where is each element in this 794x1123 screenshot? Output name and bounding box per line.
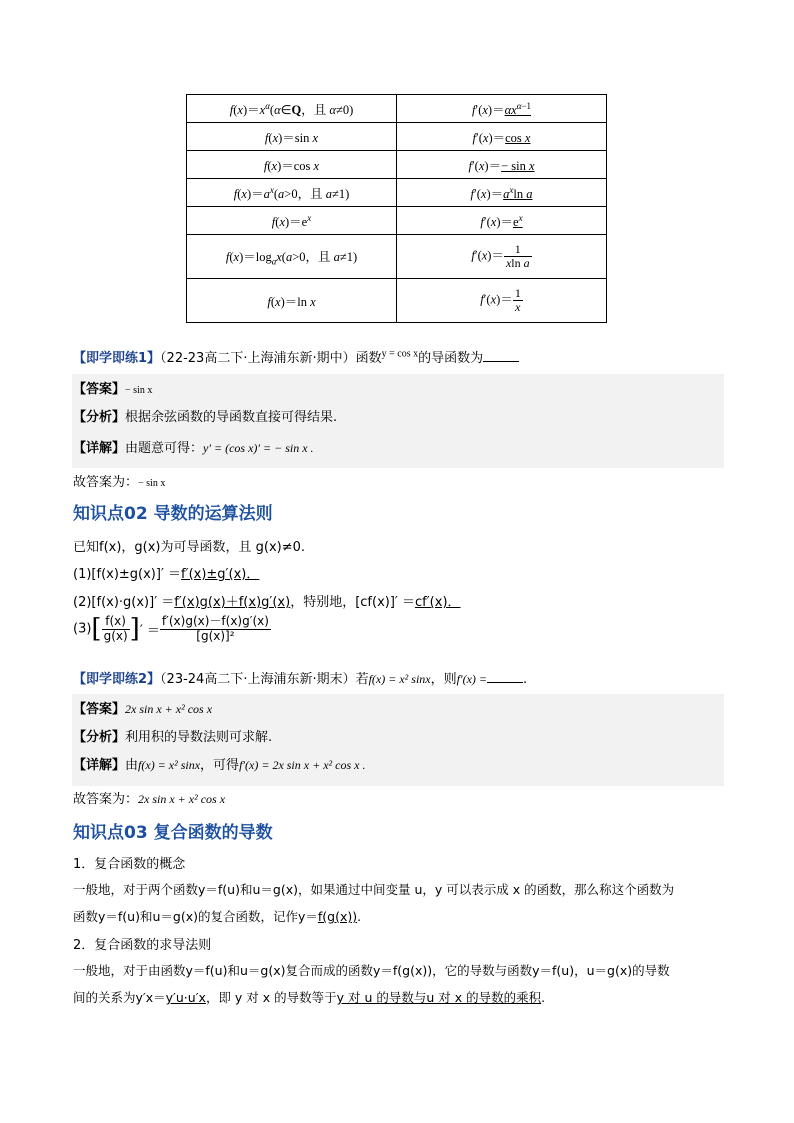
paragraph-answer: f(g(x))	[317, 909, 358, 924]
exercise-tag: 【即学即练1】	[73, 351, 161, 366]
exercise-source: （23-24高二下·上海浦东新·期末）若	[160, 672, 369, 687]
fraction-denominator: [g(x)]²	[196, 628, 235, 643]
paragraph-answer: y′u·u′x	[165, 990, 206, 1005]
table-cell: f(x)＝ln x	[187, 279, 397, 323]
table-cell: $f'(x)=\alpha x^{\alpha-1}$	[397, 95, 607, 123]
rule-text: (2)[f(x)·g(x)]′ ＝	[73, 595, 175, 610]
conclusion-text: 故答案为：	[73, 792, 139, 807]
rule-answer: cf′(x)．	[415, 595, 461, 610]
detail-text: ，可得	[200, 758, 240, 773]
answer-line	[73, 698, 212, 717]
rule-1	[73, 563, 259, 582]
detail-tag: 【详解】	[73, 441, 126, 456]
fraction-denominator: g(x)	[103, 628, 128, 643]
answer-blank	[483, 350, 519, 362]
answer-math: 2x sin x + x² cos x	[125, 702, 213, 716]
derivative-table	[186, 94, 607, 323]
section-intro: 已知f(x)，g(x)为可导函数，且 g(x)≠0.	[73, 540, 306, 555]
rule-3: (3)[ $\frac{f(x)}{g(x)}$ ]′ ＝ $\frac{f'(x)g(x)-f(x)g'(x)}{\text{[g(x)]²}}$	[73, 614, 269, 644]
paragraph-text: ，即 y 对 x 的导数等于	[205, 990, 337, 1005]
paragraph-line	[73, 988, 545, 1006]
table-row	[187, 123, 607, 151]
analysis-text: 利用积的导数法则可求解.	[125, 730, 273, 745]
paragraph-text: 函数y＝f(u)和u＝g(x)的复合函数，记作y＝	[73, 909, 318, 924]
table-cell: $f(x)=e^x$	[187, 207, 397, 235]
table-cell: $f(x)=\log_ax(a>0$，且 a≠1)	[187, 235, 397, 279]
conclusion-line	[73, 471, 165, 490]
paragraph-line	[73, 907, 361, 925]
table-cell: $f'(x)=e^x$	[397, 207, 607, 235]
detail-math: f(x) = x² sinx	[138, 758, 201, 772]
question-math: y = cos x	[381, 348, 419, 360]
section-heading: 知识点02 导数的运算法则	[73, 504, 273, 524]
question-text: .	[523, 672, 528, 687]
question-math: f′(x) =	[456, 672, 487, 686]
question-text: 的导函数为	[418, 351, 484, 366]
table-cell: f(x)＝sin x	[187, 123, 397, 151]
paragraph-answer: y 对 u 的导数与u 对 x 的导数的乘积	[336, 990, 542, 1005]
table-row	[187, 279, 607, 323]
section-heading: 知识点03 复合函数的导数	[73, 823, 273, 843]
table-row	[187, 207, 607, 235]
detail-math: y′ = (cos x)′ = − sin x .	[203, 441, 314, 455]
exercise-source: （22-23高二下·上海浦东新·期中）	[160, 351, 356, 366]
paragraph-text: .	[357, 909, 362, 924]
answer-tag: 【答案】	[73, 382, 126, 397]
rule-2	[73, 591, 461, 610]
answer-tag: 【答案】	[73, 702, 126, 717]
table-row	[187, 151, 607, 179]
detail-text: 由	[125, 758, 139, 773]
rule-text: ′ ＝	[139, 623, 160, 639]
paragraph-line: 一般地，对于由函数y＝f(u)和u＝g(x)复合而成的函数y＝f(g(x))，它的导数与函数y＝f(u)，u＝g(x)的导数	[73, 963, 670, 978]
table-row	[187, 95, 607, 123]
conclusion-text: 故答案为：	[73, 475, 139, 490]
analysis-tag: 【分析】	[73, 410, 126, 425]
detail-math: f′(x) = 2x sin x + x² cos x .	[239, 758, 366, 772]
subsection-title: 1．复合函数的概念	[73, 857, 186, 872]
detail-tag: 【详解】	[73, 758, 126, 773]
conclusion-line	[73, 788, 225, 807]
paragraph-text: 间的关系为y′x＝	[73, 990, 166, 1005]
table-cell: f′(x)＝− sin x	[397, 151, 607, 179]
rule-text: (3)	[73, 621, 92, 637]
table-row	[187, 179, 607, 207]
exercise-2-question	[73, 668, 527, 687]
paragraph-line: 一般地，对于两个函数y＝f(u)和u＝g(x)，如果通过中间变量 u，y 可以表示成 x 的函数，那么称这个函数为	[73, 882, 675, 897]
table-cell: $f'(x)=a^x\ln$ a	[397, 179, 607, 207]
table-cell: f(x)＝cos x	[187, 151, 397, 179]
fraction-numerator: f(x)	[102, 615, 130, 629]
question-math: f(x) = x² sinx	[368, 672, 431, 686]
fraction-numerator: f′(x)g(x)－f(x)g′(x)	[161, 614, 269, 629]
analysis-tag: 【分析】	[73, 730, 126, 745]
rule-answer: f′(x)±g′(x)．	[181, 567, 260, 582]
analysis-line	[73, 726, 272, 745]
exercise-1-question	[73, 347, 519, 366]
table-cell: f′(x)＝ $\frac{1}{\text{xln a}}$	[397, 235, 607, 279]
detail-text: 由题意可得：	[125, 441, 204, 456]
rule-answer: f′(x)g(x)＋f(x)g′(x)	[174, 595, 291, 610]
question-text: ，则	[430, 672, 457, 687]
answer-line	[73, 378, 152, 397]
detail-line	[73, 437, 314, 456]
table-cell: $f(x)=a^x(a>0$，且 a≠1)	[187, 179, 397, 207]
subsection-title: 2．复合函数的求导法则	[73, 938, 212, 953]
conclusion-math: − sin x	[138, 478, 166, 489]
rule-text: (1)[f(x)±g(x)]′ ＝	[73, 567, 182, 582]
table-cell: $f(x)=x^\alpha(\alpha\in Q$，且 α≠0)	[187, 95, 397, 123]
table-cell: f′(x)＝cos x	[397, 123, 607, 151]
question-text: 函数	[355, 351, 382, 366]
analysis-text: 根据余弦函数的导函数直接可得结果.	[125, 410, 338, 425]
rule-text: ，特别地，[cf(x)]′ ＝	[290, 595, 415, 610]
detail-line	[73, 754, 365, 773]
table-row	[187, 235, 607, 279]
exercise-tag: 【即学即练2】	[73, 672, 161, 687]
answer-math: − sin x	[125, 385, 153, 396]
answer-blank	[487, 671, 523, 683]
analysis-line	[73, 406, 337, 425]
table-cell: f′(x)＝ $\frac{1}{x}$	[397, 279, 607, 323]
conclusion-math: 2x sin x + x² cos x	[138, 792, 226, 806]
paragraph-text: .	[541, 990, 546, 1005]
